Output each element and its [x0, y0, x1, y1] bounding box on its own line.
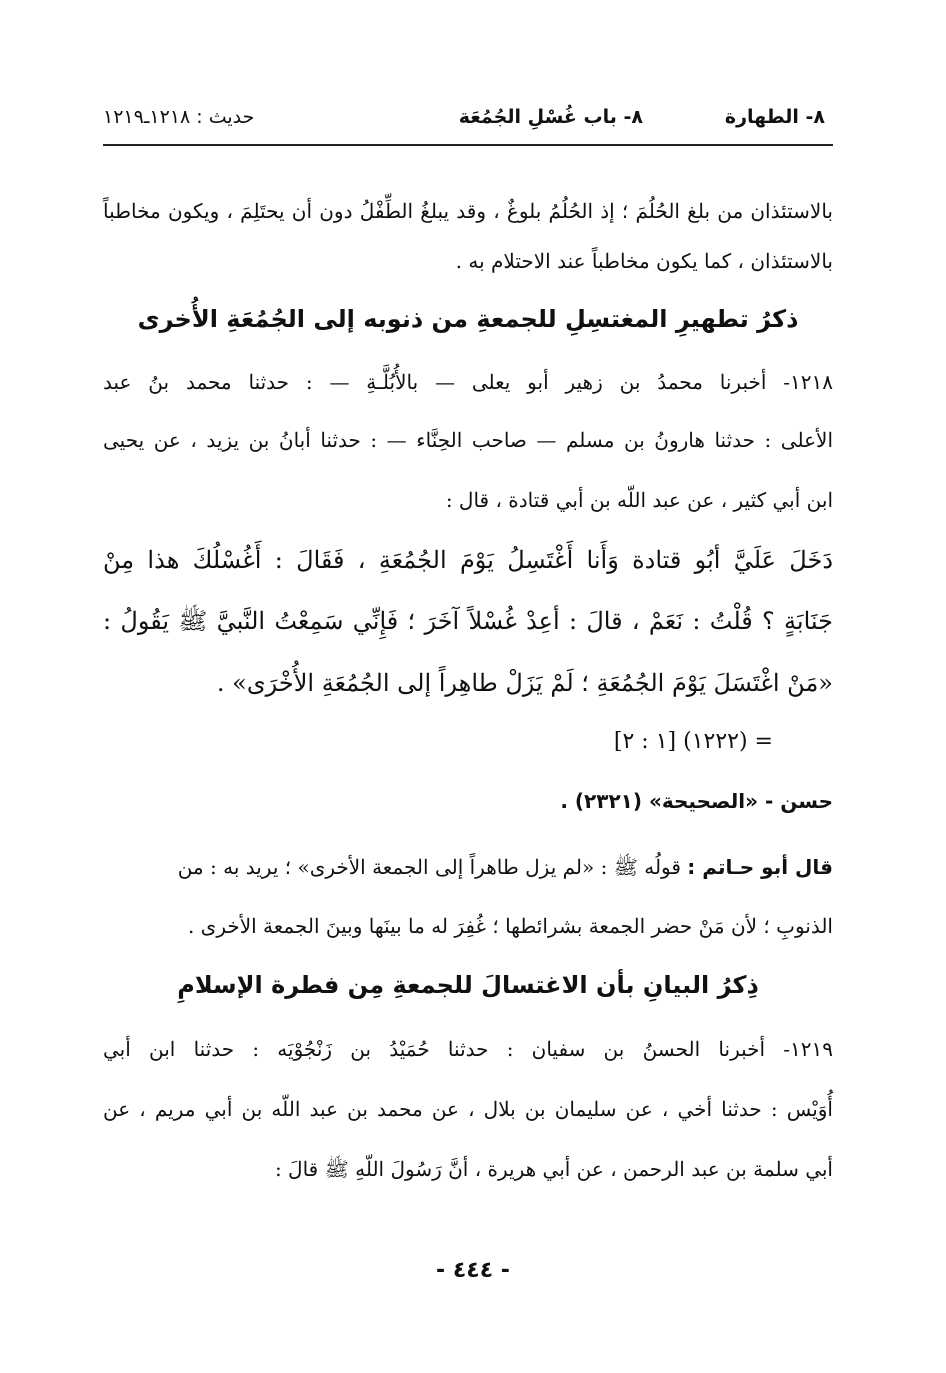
commentary-line-1 — [103, 852, 833, 882]
hadith-1218-line-2: الأعلى : حدثنا هارونُ بن مسلم — صاحب الحِنَّاء — : حدثنا أبانُ بن يزيد ، عن يحيى — [103, 428, 833, 452]
commentary-line-2: الذنوبِ ؛ لأن مَنْ حضر الجمعة بشرائطها ؛ غُفِرَ له ما بينَها وبينَ الجمعة الأخرى . — [187, 914, 833, 938]
chapter-title: ٨- الطهارة — [724, 106, 825, 128]
hadith-1218-line-1: ١٢١٨- أخبرنا محمدُ بن زهير أبو يعلى — بالأُبُلَّـةِ — : حدثنا محمد بنُ عبد — [103, 370, 833, 394]
section-heading-2: ذِكرُ البيانِ بأن الاغتسالَ للجمعةِ مِن فطرة الإسلامِ — [177, 971, 759, 999]
section-heading-1: ذكرُ تطهيرِ المغتسِلِ للجمعةِ من ذنوبه إلى الجُمُعَةِ الأُخرى — [137, 305, 799, 333]
hadith-1219-line-2: أُوَيْس : حدثنا أخي ، عن سليمان بن بلال ، عن محمد بن عبد اللّه بن أبي مريم ، عن — [103, 1097, 833, 1121]
intro-line-1: بالاستئذان من بلغ الحُلُمَ ؛ إذ الحُلُمُ بلوغٌ ، وقد يبلغُ الطِّفْلُ دون أن يحتَلِمَ ، ويكون مخاطباً — [103, 199, 833, 223]
commentary-label: قال أبو حـاتم : — [687, 855, 833, 879]
hadith-reference: = (١٢٢٢) [١ : ٢] — [613, 729, 773, 754]
hadith-1219-line-1: ١٢١٩- أخبرنا الحسنُ بن سفيان : حدثنا حُمَيْدُ بن زَنْجُوْيَه : حدثنا ابن أبي — [103, 1037, 833, 1061]
hadith-grade: حسن - «الصحيحة» (٢٣٢١) . — [560, 789, 833, 813]
commentary-text: قولُه ﷺ : «لم يزل طاهراً إلى الجمعة الأخرى» ؛ يريد به : من — [177, 855, 681, 879]
intro-line-2: بالاستئذان ، كما يكون مخاطباً عند الاحتلام به . — [455, 249, 833, 273]
hadith-range: حديث : ١٢١٨ـ١٢١٩ — [103, 106, 255, 128]
hadith-text-line-1: دَخَلَ عَلَيَّ أبُو قتادة وَأَنا أَغْتَسِلُ يَوْمَ الجُمُعَةِ ، فَقَالَ : أَغُسْلُكَ هذا مِنْ — [103, 546, 834, 574]
hadith-text-line-2: جَنَابَةٍ ؟ قُلْتُ : نَعَمْ ، قالَ : أعِدْ غُسْلاً آخَرَ ؛ فَإِنِّي سَمِعْتُ النَّبيَّ ﷺ يَقُولُ : — [103, 607, 833, 635]
hadith-text-line-3: «مَنْ اغْتَسَلَ يَوْمَ الجُمُعَةِ ؛ لَمْ يَزَلْ طاهِراً إلى الجُمُعَةِ الأُخْرَى» . — [216, 669, 833, 697]
hadith-1218-line-3: ابن أبي كثير ، عن عبد اللّه بن أبي قتادة ، قال : — [445, 488, 833, 512]
section-title: ٨- باب غُسْلِ الجُمُعَة — [458, 106, 643, 128]
page-number: - ٤٤٤ - — [436, 1258, 510, 1283]
hadith-1219-line-3: أبي سلمة بن عبد الرحمن ، عن أبي هريرة ، أنَّ رَسُولَ اللّهِ ﷺ قالَ : — [274, 1157, 833, 1181]
running-header — [103, 104, 833, 146]
